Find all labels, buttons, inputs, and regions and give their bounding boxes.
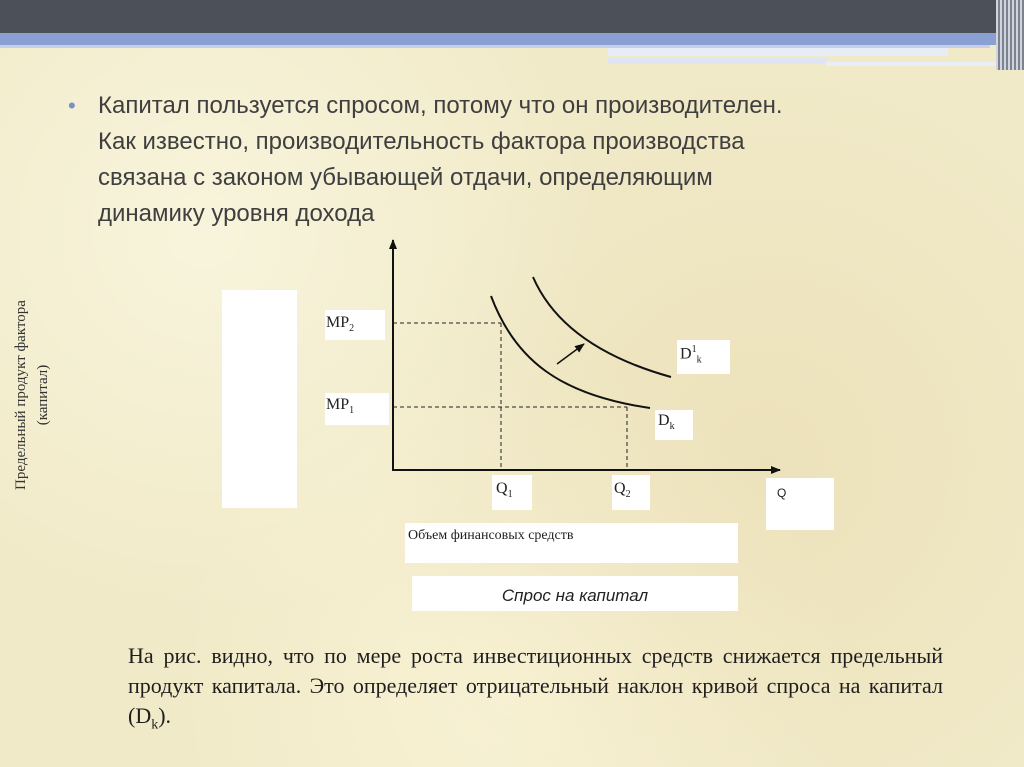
mp1-label-sub: 1 (349, 405, 355, 417)
demand-curve-d1k (533, 277, 671, 377)
dk-label-sub: k (669, 421, 675, 433)
q2-label (614, 480, 631, 500)
mp2-label (326, 314, 354, 334)
q1-label (496, 480, 513, 500)
dk-label-base: D (658, 412, 670, 429)
y-axis-label-line2: (капитал) (35, 364, 51, 426)
shift-arrow (557, 344, 584, 364)
mp2-label-base: MP (326, 314, 350, 331)
dk-label (658, 412, 675, 432)
explanation-end: ). (158, 703, 172, 728)
q2-label-sub: 2 (625, 489, 631, 501)
q2-label-base: Q (614, 480, 626, 497)
d1k-label (680, 344, 702, 366)
bullet-dot-icon: • (68, 93, 76, 118)
explanation-sub: k (151, 717, 159, 733)
bullet-text: Капитал пользуется спросом, потому что он производителен. Как известно, производительность фактора производства связана с законом убывающей отдачи, определяющим динамику уровня дохода (98, 92, 783, 227)
explanation-paragraph (128, 641, 943, 740)
explanation-text: На рис. видно, что по мере роста инвестиционных средств снижается предельный продукт капитала. Это определяет отрицательный наклон кривой спроса на капитал (D (128, 643, 943, 728)
x-axis-label: Объем финансовых средств (408, 528, 574, 543)
demand-curve-dk (491, 296, 650, 408)
diagram-caption: Спрос на капитал (501, 586, 649, 605)
x-axis-letter: Q (777, 486, 787, 500)
y-axis-label (10, 280, 54, 510)
q1-label-base: Q (496, 480, 508, 497)
d1k-label-sub: k (696, 354, 702, 366)
d1k-label-sup: 1 (691, 344, 697, 355)
y-axis-label-line1: Предельный продукт фактора (13, 300, 29, 490)
mp1-label-base: MP (326, 396, 350, 413)
d1k-label-base: D (680, 345, 692, 363)
mp2-label-sub: 2 (349, 323, 355, 335)
mp1-label (326, 396, 354, 416)
q1-label-sub: 1 (507, 489, 513, 501)
